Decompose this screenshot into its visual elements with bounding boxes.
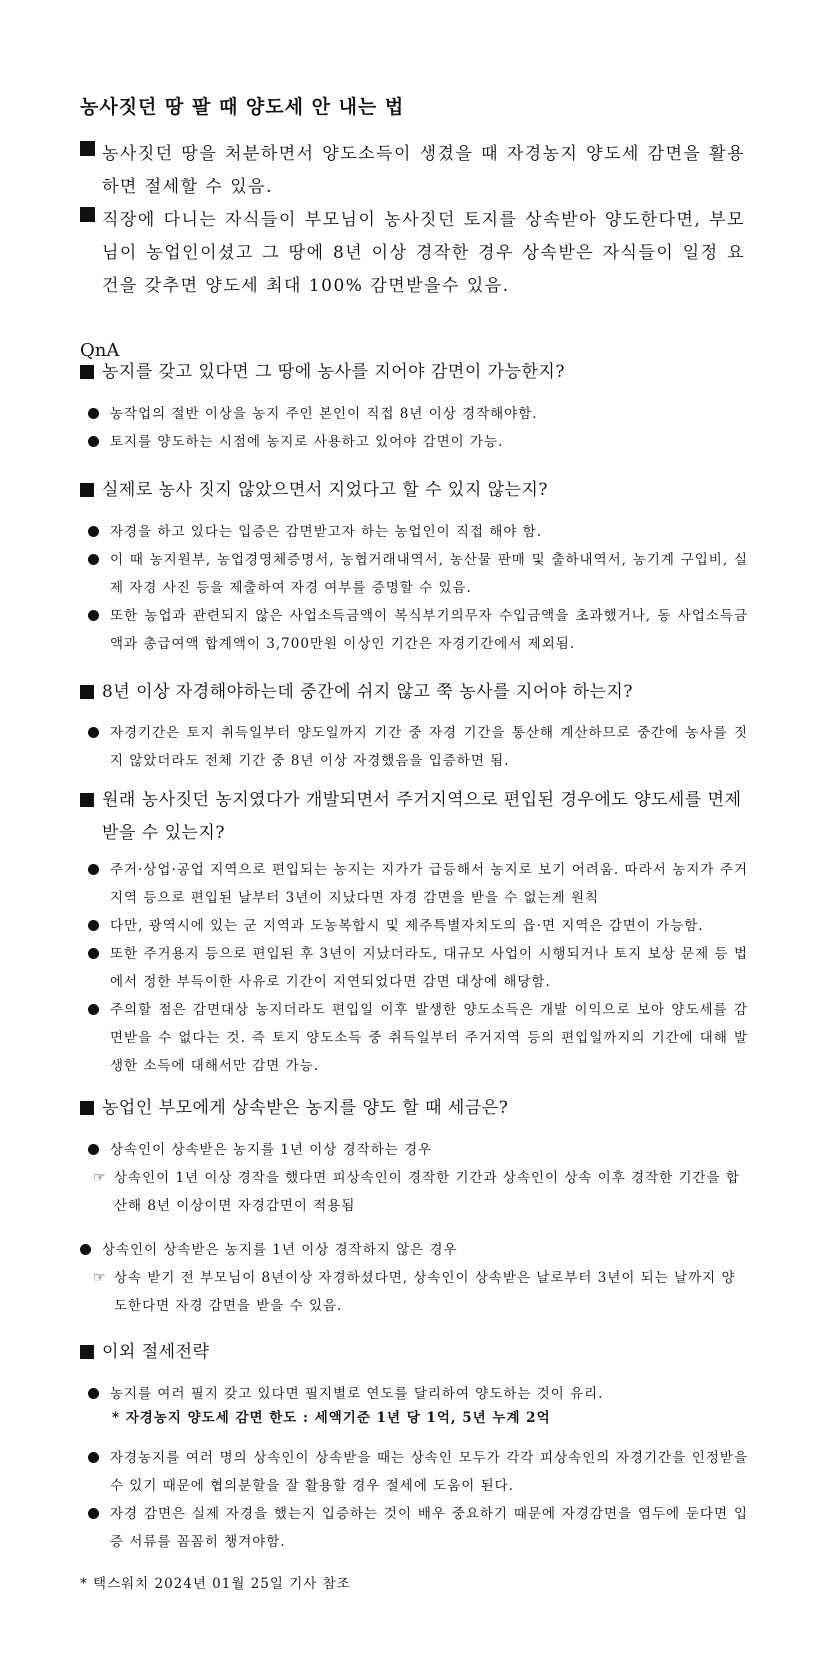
list-item: [88, 940, 748, 996]
question-heading: [80, 676, 750, 709]
question-text: 이외 절세전략: [102, 1342, 210, 1362]
round-bullet-icon: [88, 408, 99, 419]
intro-paragraph: [80, 138, 745, 204]
round-bullet-icon: [88, 610, 99, 621]
square-bullet-icon: [80, 1101, 94, 1115]
question-heading: [80, 1092, 750, 1125]
list-item-text: 상속인이 상속받은 농지를 1년 이상 경작하지 않은 경우: [102, 1242, 458, 1258]
pointing-hand-icon: ☞: [93, 1270, 107, 1286]
question-text: 원래 농사짓던 농지였다가 개발되면서 주거지역으로 편입된 경우에도 양도세를 면제받을 수 있는지?: [102, 790, 742, 843]
round-bullet-icon: [88, 1004, 99, 1015]
square-bullet-icon: [80, 365, 94, 379]
sub-item: [88, 1164, 748, 1220]
list-item-text: 또한 농업과 관련되지 않은 사업소득금액이 복식부기의무자 수입금액을 초과했거나, 동 사업소득금액과 총급여액 합계액이 3,700만원 이상인 기간은 자경기간에서 제외됨.: [110, 608, 748, 652]
round-bullet-icon: [80, 1244, 91, 1255]
intro-paragraph: [80, 204, 745, 303]
question-text: 농지를 갖고 있다면 그 땅에 농사를 지어야 감면이 가능한지?: [102, 362, 565, 382]
list-item: [88, 400, 748, 428]
question-heading: [80, 784, 750, 850]
list-item-text: 자경농지를 여러 명의 상속인이 상속받을 때는 상속인 모두가 각각 피상속인의 자경기간을 인정받을 수 있기 때문에 협의분할을 잘 활용할 경우 절세에 도움이 된다.: [110, 1450, 748, 1494]
list-item-text: 자경기간은 토지 취득일부터 양도일까지 기간 중 자경 기간을 통산해 계산하므로 중간에 농사를 짓지 않았더라도 전체 기간 중 8년 이상 자경했음을 입증하면 됨.: [110, 725, 748, 769]
question-heading: [80, 474, 750, 507]
question-text: 실제로 농사 짓지 않았으면서 지었다고 할 수 있지 않는지?: [102, 480, 549, 500]
square-bullet-icon: [80, 685, 94, 699]
source-footnote: * 택스워치 2024년 01월 25일 기사 참조: [80, 1576, 351, 1592]
list-item: [88, 856, 748, 912]
square-bullet-icon: [80, 793, 94, 807]
list-item-text: 또한 주거용지 등으로 편입된 후 3년이 지났더라도, 대규모 사업이 시행되거나 토지 보상 문제 등 법에서 정한 부득이한 사유로 기간이 지연되었다면 감면 대상에 해당함.: [110, 946, 748, 990]
round-bullet-icon: [88, 864, 99, 875]
list-item-text: 주거·상업·공업 지역으로 편입되는 농지는 지가가 급등해서 농지로 보기 어려움. 따라서 농지가 주거지역 등으로 편입된 날부터 3년이 지났다면 자경 감면을 받을 수 없는게 원칙: [110, 862, 748, 906]
round-bullet-icon: [88, 1508, 99, 1519]
sub-item: [88, 1264, 748, 1320]
intro-text: 직장에 다니는 자식들이 부모님이 농사짓던 토지를 상속받아 양도한다면, 부모님이 농업인이셨고 그 땅에 8년 이상 경작한 경우 상속받은 자식들이 일정 요건을 갖추면 양도세 최대 100% 감면받을수 있음.: [102, 210, 745, 296]
round-bullet-icon: [88, 920, 99, 931]
round-bullet-icon: [88, 1144, 99, 1155]
qna-label: QnA: [80, 340, 120, 361]
question-heading: [80, 1336, 750, 1369]
list-item-text: 토지를 양도하는 시점에 농지로 사용하고 있어야 감면이 가능.: [110, 434, 504, 450]
list-item: [80, 1236, 740, 1264]
round-bullet-icon: [88, 526, 99, 537]
list-item: [88, 996, 748, 1080]
question-text: 농업인 부모에게 상속받은 농지를 양도 할 때 세금은?: [102, 1098, 509, 1118]
square-bullet-icon: [80, 483, 94, 497]
sub-item-text: 상속 받기 전 부모님이 8년이상 자경하셨다면, 상속인이 상속받은 날로부터 3년이 되는 날까지 양도한다면 자경 감면을 받을 수 있음.: [114, 1270, 736, 1314]
square-bullet-icon: [80, 1345, 94, 1359]
list-item-text: 농지를 여러 필지 갖고 있다면 필지별로 연도를 달리하여 양도하는 것이 유리.: [110, 1386, 604, 1402]
round-bullet-icon: [88, 948, 99, 959]
square-bullet-icon: [80, 207, 95, 222]
pointing-hand-icon: ☞: [93, 1170, 107, 1186]
round-bullet-icon: [88, 436, 99, 447]
list-item-text: 상속인이 상속받은 농지를 1년 이상 경작하는 경우: [110, 1142, 433, 1158]
round-bullet-icon: [88, 1452, 99, 1463]
list-item-text: 이 때 농지원부, 농업경영체증명서, 농협거래내역서, 농산물 판매 및 출하내역서, 농기계 구입비, 실제 자경 사진 등을 제출하여 자경 여부를 증명할 수 있음.: [110, 552, 748, 596]
list-item-text: 다만, 광역시에 있는 군 지역과 도농복합시 및 제주특별자치도의 읍·면 지역은 감면이 가능함.: [110, 918, 704, 934]
round-bullet-icon: [88, 1388, 99, 1399]
list-item-text: 자경 감면은 실제 자경을 했는지 입증하는 것이 배우 중요하기 때문에 자경감면을 염두에 둔다면 입증 서류를 꼼꼼히 챙겨야함.: [110, 1506, 748, 1550]
list-item: [88, 719, 748, 775]
page-title: 농사짓던 땅 팔 때 양도세 안 내는 법: [80, 96, 405, 118]
sub-item-text: 상속인이 1년 이상 경작을 했다면 피상속인이 경작한 기간과 상속인이 상속 이후 경작한 기간을 합산해 8년 이상이면 자경감면이 적용됨: [114, 1170, 740, 1214]
list-item: [88, 428, 748, 456]
round-bullet-icon: [88, 554, 99, 565]
list-item: [88, 546, 748, 602]
limit-note: * 자경농지 양도세 감면 한도 : 세액기준 1년 당 1억, 5년 누계 2억: [112, 1410, 551, 1426]
list-item: [88, 912, 748, 940]
intro-text: 농사짓던 땅을 처분하면서 양도소득이 생겼을 때 자경농지 양도세 감면을 활용하면 절세할 수 있음.: [102, 144, 745, 197]
list-item: [88, 1444, 748, 1500]
list-item: [88, 518, 748, 546]
list-item: [88, 602, 748, 658]
list-item: [88, 1380, 748, 1408]
square-bullet-icon: [80, 141, 95, 156]
list-item: [88, 1136, 748, 1164]
question-text: 8년 이상 자경해야하는데 중간에 쉬지 않고 쭉 농사를 지어야 하는지?: [102, 682, 633, 702]
round-bullet-icon: [88, 727, 99, 738]
list-item-text: 자경을 하고 있다는 입증은 감면받고자 하는 농업인이 직접 해야 함.: [110, 524, 543, 540]
list-item: [88, 1500, 748, 1556]
list-item-text: 농작업의 절반 이상을 농지 주인 본인이 직접 8년 이상 경작해야함.: [110, 406, 538, 422]
list-item-text: 주의할 점은 감면대상 농지더라도 편입일 이후 발생한 양도소득은 개발 이익으로 보아 양도세를 감면받을 수 없다는 것. 즉 토지 양도소득 중 취득일부터 주거지역 등의 편입일까지의 기간에 대해 발생한 소득에 대해서만 감면 가능.: [110, 1002, 748, 1074]
question-heading: [80, 356, 750, 389]
